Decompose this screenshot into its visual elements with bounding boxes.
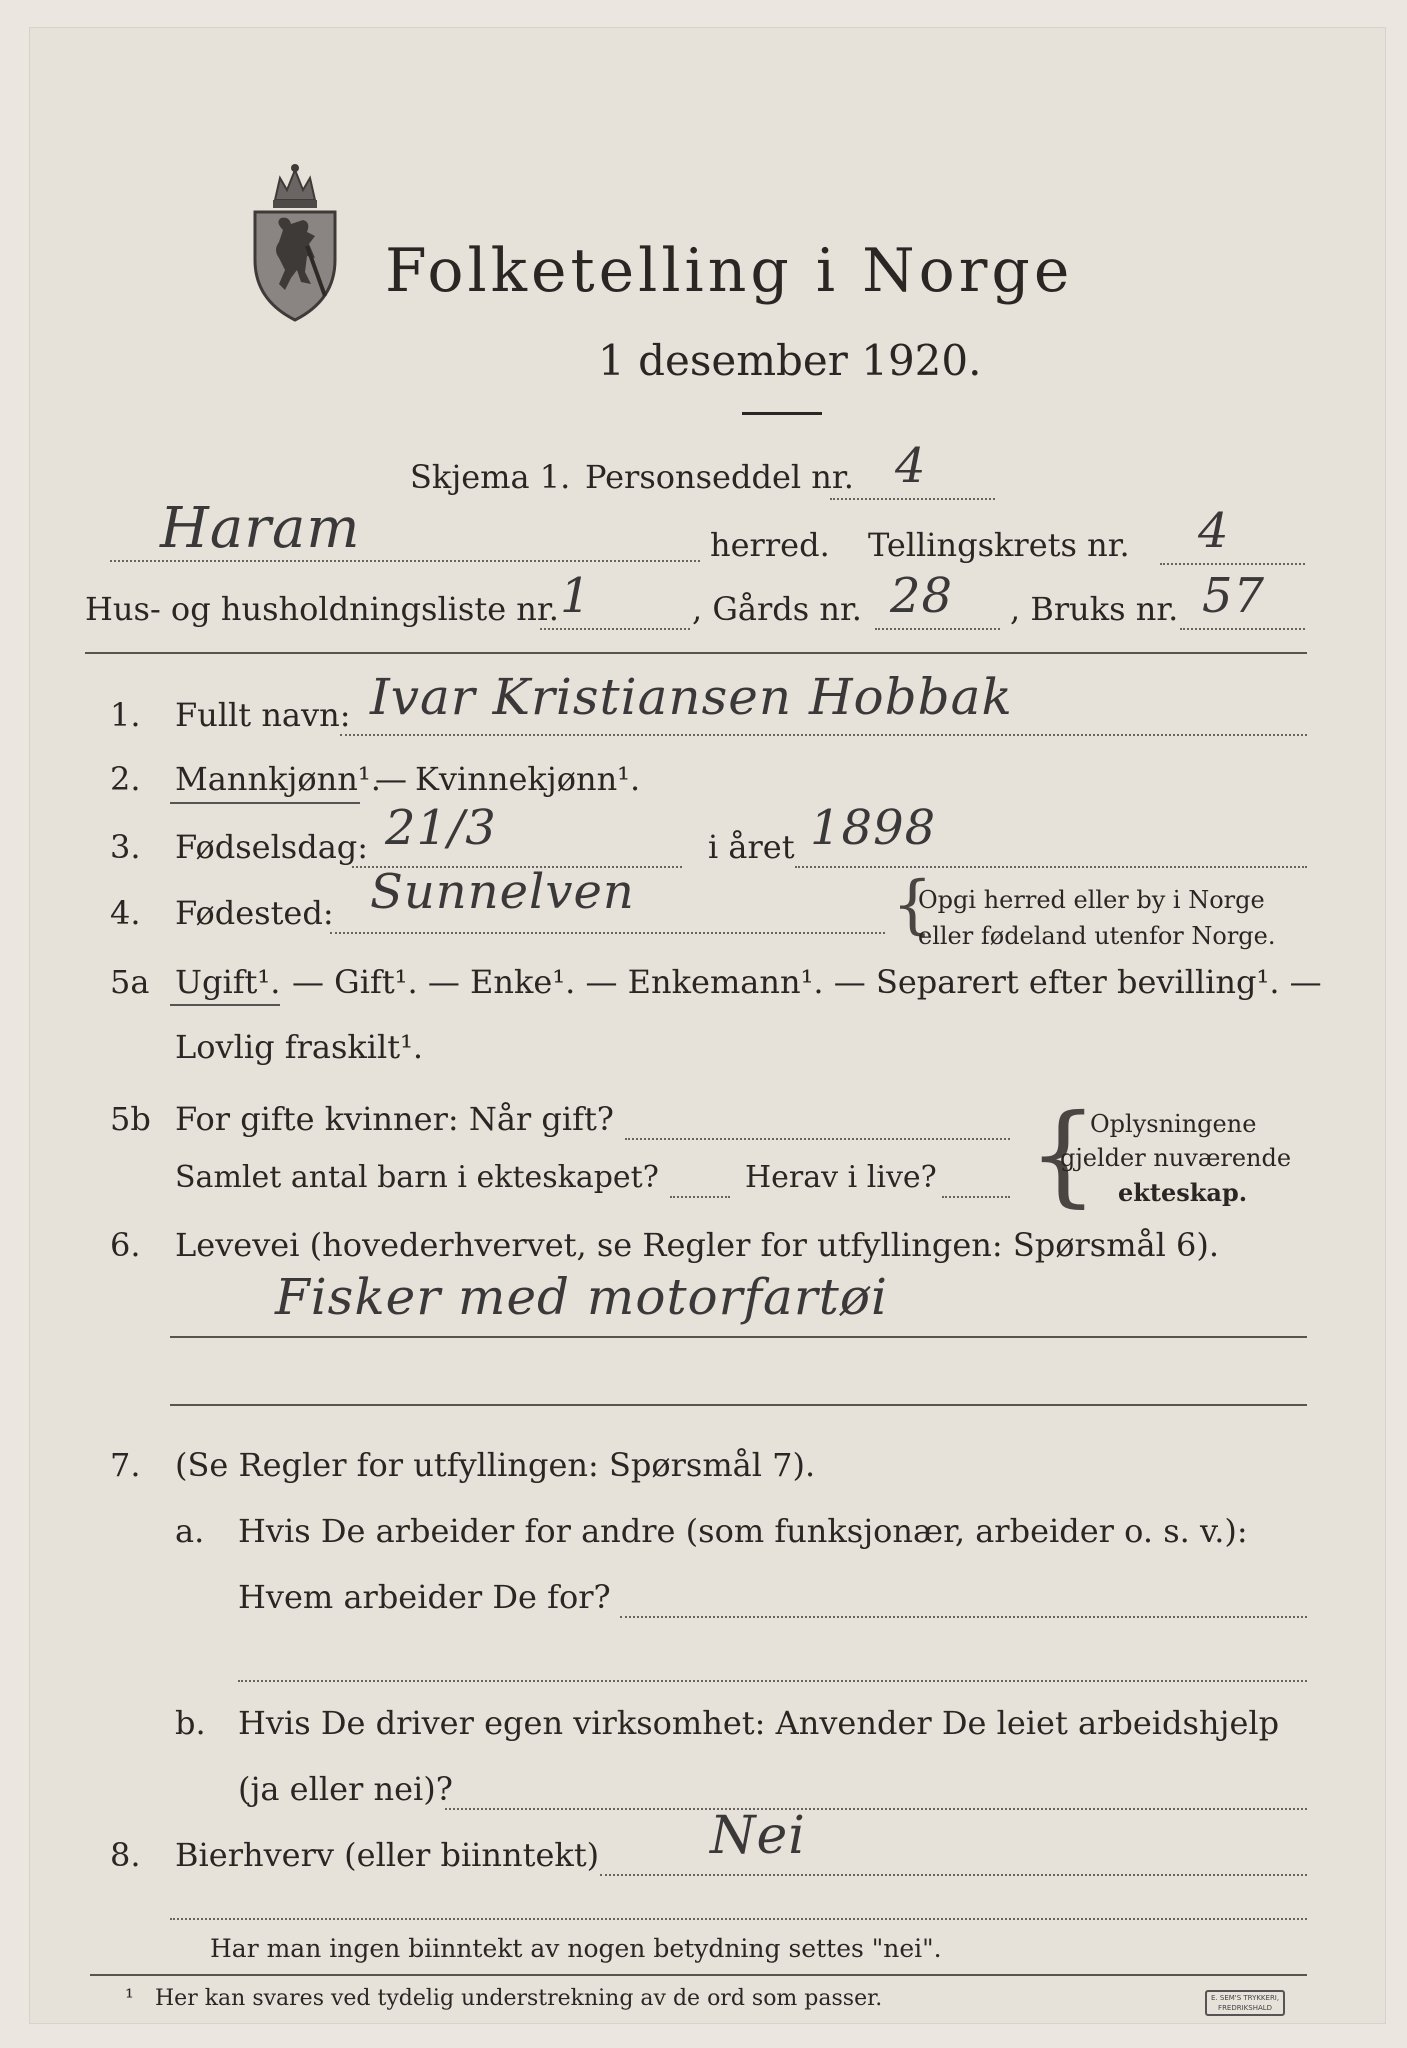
q6-line1 (170, 1336, 1307, 1338)
q4-number: 4. (110, 894, 141, 932)
q7a-letter: a. (175, 1512, 205, 1550)
q5b-children-line (670, 1196, 730, 1198)
q8-note: Har man ingen biinntekt av nogen betydning settes "nei". (210, 1934, 942, 1963)
form-date: 1 desember 1920. (598, 336, 982, 385)
tellingskrets-line (1160, 563, 1305, 565)
header-divider (85, 652, 1307, 654)
q5a-other-options[interactable]: — Gift¹. — Enke¹. — Enkemann¹. — Separert efter bevilling¹. — (292, 963, 1322, 1001)
q4-label: Fødested: (175, 894, 334, 932)
q6-number: 6. (110, 1226, 141, 1264)
footnote-text: Her kan svares ved tydelig understrekning av de ord som passer. (155, 1986, 883, 2011)
hus-label: Hus- og husholdningsliste nr. (85, 590, 559, 628)
q3-year-line (795, 866, 1307, 868)
herred-label: herred. (710, 526, 830, 564)
q5b-bracket: { (1028, 1090, 1098, 1218)
q1-full-name-value[interactable]: Ivar Kristiansen Hobbak (370, 668, 1013, 726)
q5b-number: 5b (110, 1100, 151, 1138)
q8-label: Bierhverv (eller biinntekt) (175, 1836, 600, 1874)
q2-male-option[interactable]: Mannkjønn¹. (175, 760, 381, 798)
q5a-number: 5a (110, 963, 150, 1001)
gards-label: , Gårds nr. (692, 590, 862, 628)
q2-number: 2. (110, 760, 141, 798)
q4-note-line1: Opgi herred eller by i Norge (918, 886, 1265, 914)
q4-note-line2: eller fødeland utenfor Norge. (918, 922, 1276, 950)
q5a-ugift-underline (170, 1004, 280, 1006)
printer-stamp-line1: E. SEM'S TRYKKERI, (1211, 1994, 1280, 2002)
q7b-yes-no-line (445, 1808, 1307, 1810)
skjema-label: Skjema 1. (410, 458, 571, 496)
q7a-label: Hvis De arbeider for andre (som funksjonær, arbeider o. s. v.): (238, 1512, 1248, 1550)
footer-divider (90, 1974, 1307, 1976)
q3-birthday-value[interactable]: 21/3 (385, 800, 497, 856)
q4-line (330, 932, 885, 934)
q8-side-income-value[interactable]: Nei (710, 1806, 806, 1866)
q5b-alive-label: Herav i live? (745, 1160, 937, 1195)
q1-line (340, 734, 1307, 736)
q5a-unmarried-option[interactable]: Ugift¹. (175, 963, 281, 1001)
bruks-value[interactable]: 57 (1202, 568, 1266, 624)
personseddel-value[interactable]: 4 (895, 438, 927, 494)
tellingskrets-value[interactable]: 4 (1198, 503, 1230, 559)
title-divider (742, 412, 822, 415)
q5b-children-label: Samlet antal barn i ekteskapet? (175, 1160, 659, 1195)
q6-line2 (170, 1404, 1307, 1406)
q5a-divorced-option[interactable]: Lovlig fraskilt¹. (175, 1028, 424, 1066)
gards-value[interactable]: 28 (890, 568, 954, 624)
bruks-line (1180, 628, 1305, 630)
q8-number: 8. (110, 1836, 141, 1874)
q7-number: 7. (110, 1446, 141, 1484)
q7b-label: Hvis De driver egen virksomhet: Anvender De leiet arbeidshjelp (238, 1704, 1280, 1742)
personseddel-label: Personseddel nr. (585, 458, 854, 496)
tellingskrets-label: Tellingskrets nr. (868, 526, 1130, 564)
hus-value[interactable]: 1 (560, 568, 592, 624)
q8-line2 (170, 1918, 1307, 1920)
personseddel-line (830, 498, 995, 500)
q3-label: Fødselsdag: (175, 828, 369, 866)
q5b-note-line1: Oplysningene (1090, 1110, 1257, 1138)
printer-stamp-line2: FREDRIKSHALD (1218, 2004, 1273, 2012)
q3-year-value[interactable]: 1898 (810, 800, 937, 856)
q5b-alive-line (942, 1196, 1010, 1198)
q7-label: (Se Regler for utfyllingen: Spørsmål 7). (175, 1446, 816, 1484)
herred-line (110, 560, 700, 562)
q3-year-label: i året (708, 828, 795, 866)
q4-birthplace-value[interactable]: Sunnelven (370, 864, 635, 920)
q2-separator: — (375, 760, 407, 798)
q4-bracket: { (892, 868, 933, 942)
q3-number: 3. (110, 828, 141, 866)
q7a-employer-label: Hvem arbeider De for? (238, 1578, 611, 1616)
q6-label: Levevei (hovederhvervet, se Regler for utfyllingen: Spørsmål 6). (175, 1226, 1220, 1264)
printer-stamp (1205, 1990, 1285, 2016)
census-form (30, 28, 1385, 2023)
q1-number: 1. (110, 696, 141, 734)
norway-coat-of-arms-icon (245, 160, 345, 325)
q7b-letter: b. (175, 1704, 206, 1742)
q8-line (600, 1874, 1307, 1876)
q2-male-underline (170, 802, 360, 804)
gards-line (875, 628, 1000, 630)
form-title: Folketelling i Norge (385, 236, 1074, 306)
q7b-yes-no-label: (ja eller nei)? (238, 1770, 453, 1808)
q6-occupation-value[interactable]: Fisker med motorfartøi (275, 1268, 888, 1326)
footnote-mark: ¹ (125, 1986, 134, 2011)
q7a-employer-line (620, 1616, 1307, 1618)
q5b-note-line3: ekteskap. (1118, 1178, 1248, 1207)
q5b-note-line2: gjelder nuværende (1060, 1144, 1292, 1172)
q1-label: Fullt navn: (175, 696, 351, 734)
q5b-when-married-line (625, 1138, 1010, 1140)
q7a-employer-line2 (238, 1680, 1307, 1682)
hus-line (540, 628, 690, 630)
herred-value[interactable]: Haram (160, 496, 361, 561)
bruks-label: , Bruks nr. (1010, 590, 1179, 628)
q5b-when-married-label: For gifte kvinner: Når gift? (175, 1100, 614, 1138)
q2-female-option[interactable]: Kvinnekjønn¹. (415, 760, 641, 798)
